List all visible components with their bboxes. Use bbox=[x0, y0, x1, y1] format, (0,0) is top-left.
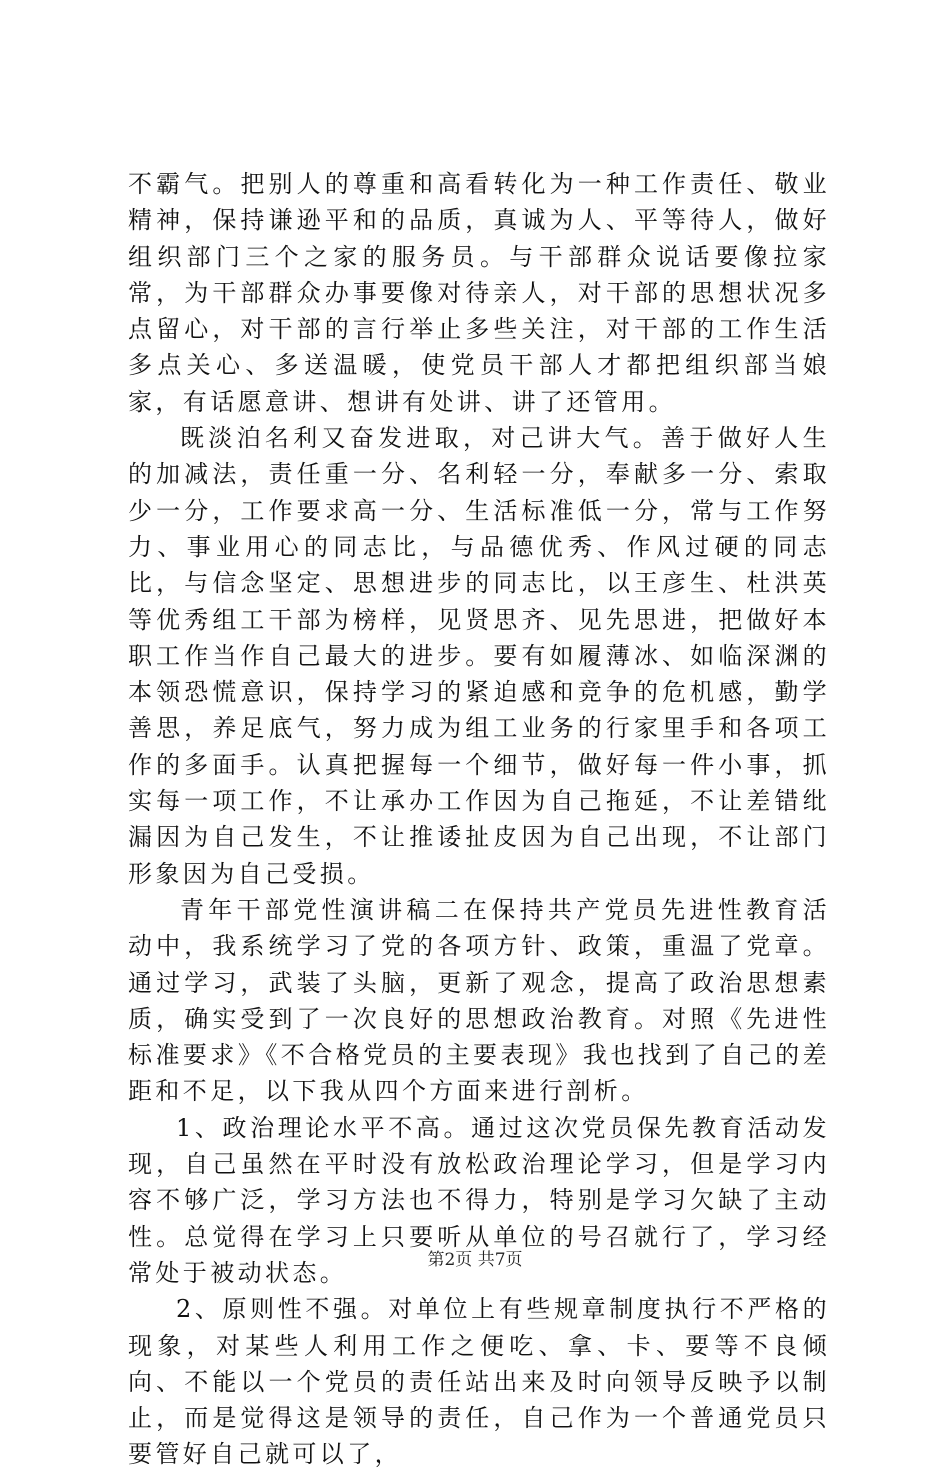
page-footer: 第2页 共7页 bbox=[427, 1250, 523, 1270]
document-body bbox=[128, 166, 830, 1473]
paragraph-4: 1、政治理论水平不高。通过这次党员保先教育活动发现，自己虽然在平时没有放松政治理论学习，但是学习内容不够广泛，学习方法也不得力，特别是学习欠缺了主动性。总觉得在学习上只要听从单位的号召就行了，学习经常处于被动状态。 bbox=[128, 1113, 830, 1287]
paragraph-2: 既淡泊名利又奋发进取，对己讲大气。善于做好人生的加减法，责任重一分、名利轻一分，奉献多一分、索取少一分，工作要求高一分、生活标准低一分，常与工作努力、事业用心的同志比，与品德优秀、作风过硬的同志比，与信念坚定、思想进步的同志比，以王彦生、杜洪英等优秀组工干部为榜样，见贤思齐、见先思进，把做好本职工作当作自己最大的进步。要有如履薄冰、如临深渊的本领恐慌意识，保持学习的紧迫感和竞争的危机感，勤学善思，养足底气，努力成为组工业务的行家里手和各项工作的多面手。认真把握每一个细节，做好每一件小事，抓实每一项工作，不让承办工作因为自己拖延，不让差错纰漏因为自己发生，不让推诿扯皮因为自己出现，不让部门形象因为自己受损。 bbox=[128, 424, 830, 888]
paragraph-3: 青年干部党性演讲稿二在保持共产党员先进性教育活动中，我系统学习了党的各项方针、政策，重温了党章。通过学习，武装了头脑，更新了观念，提高了政治思想素质，确实受到了一次良好的思想政治教育。对照《先进性标准要求》《不合格党员的主要表现》我也找到了自己的差距和不足，以下我从四个方面来进行剖析。 bbox=[128, 895, 830, 1106]
paragraph-5: 2、原则性不强。对单位上有些规章制度执行不严格的现象，对某些人利用工作之便吃、拿、卡、要等不良倾向、不能以一个党员的责任站出来及时向领导反映予以制止，而是觉得这是领导的责任，自己作为一个普通党员只要管好自己就可以了， bbox=[128, 1295, 830, 1469]
paragraph-1: 不霸气。把别人的尊重和高看转化为一种工作责任、敬业精神，保持谦逊平和的品质，真诚为人、平等待人，做好组织部门三个之家的服务员。与干部群众说话要像拉家常，为干部群众办事要像对待亲人，对干部的思想状况多点留心，对干部的言行举止多些关注，对干部的工作生活多点关心、多送温暖，使党员干部人才都把组织部当娘家，有话愿意讲、想讲有处讲、讲了还管用。 bbox=[128, 170, 830, 416]
